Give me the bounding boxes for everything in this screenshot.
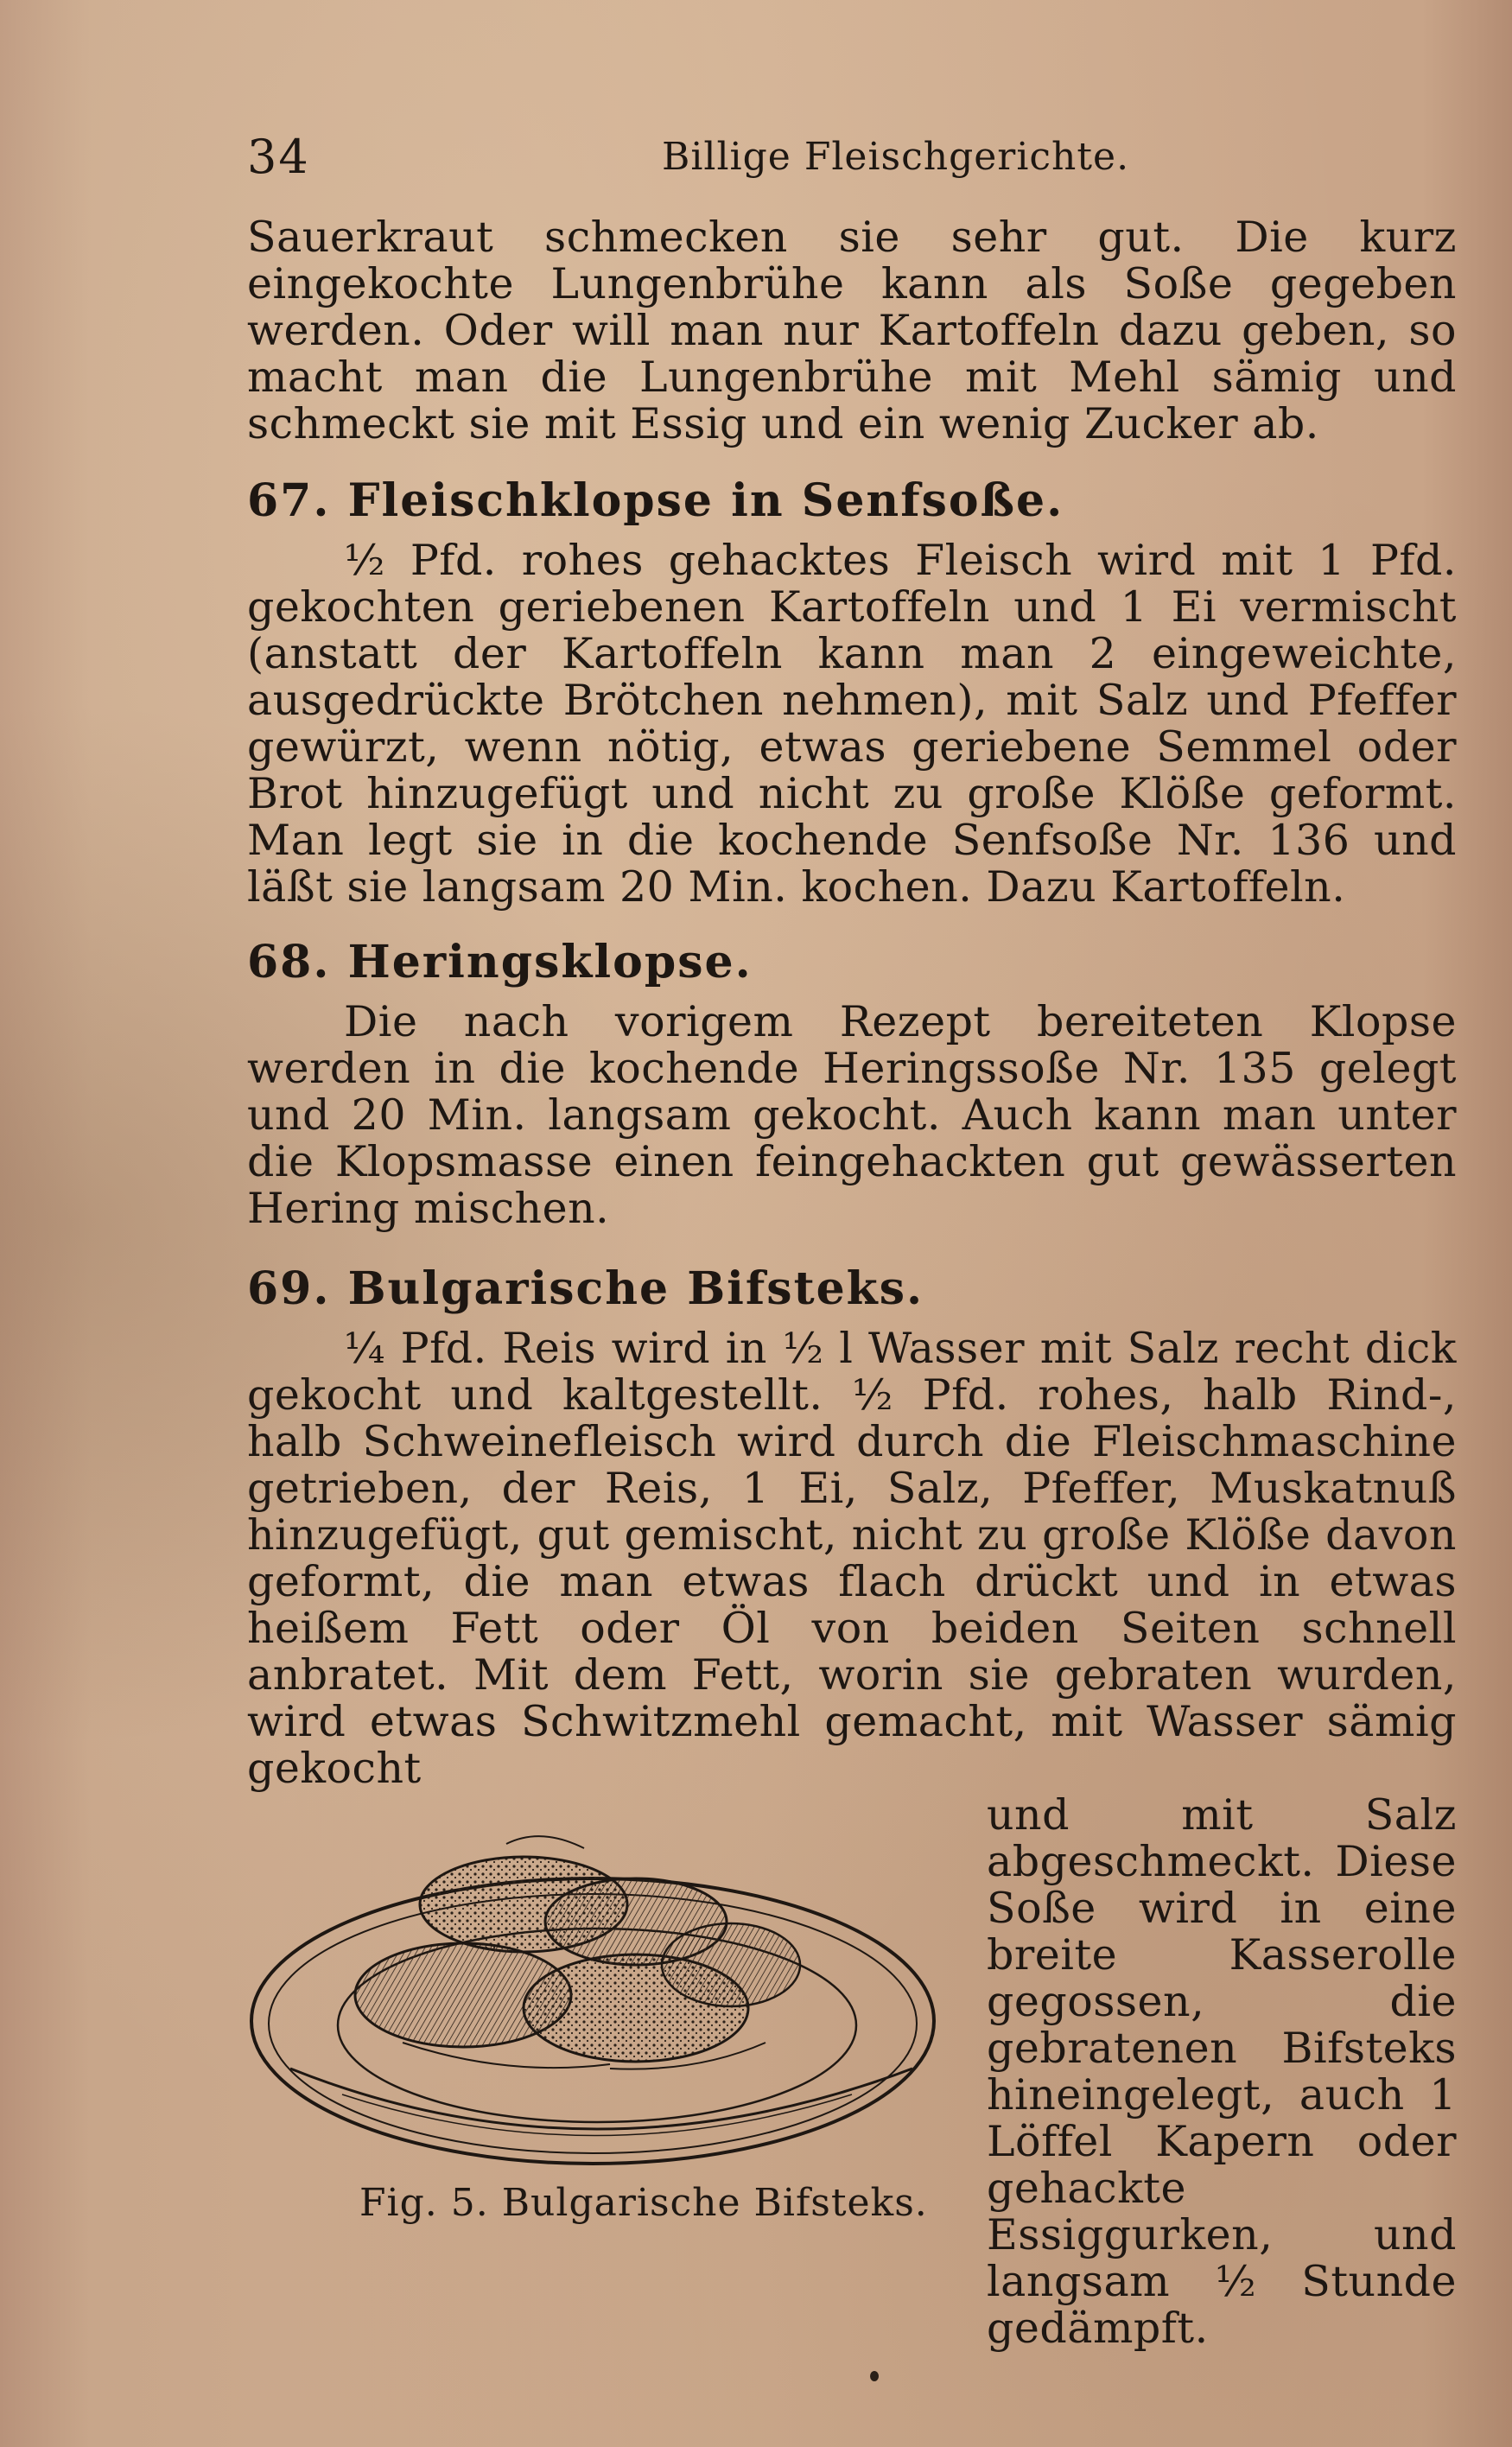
plate-of-steaks-illustration [247, 1809, 973, 2172]
intro-paragraph: Sauerkraut schmecken sie sehr gut. Die kurz eingekochte Lungenbrühe kann als Soße gegeben werden. Oder will man nur Kartoffeln dazu geben, so macht man die Lungenbrühe mit Mehl sämig und schmeckt sie mit Essig und ein wenig Zucker ab. [247, 213, 1457, 448]
figure-caption: Fig. 5. Bulgarische Bifsteks. [359, 2181, 928, 2225]
recipe-69-text-continued: und mit Salz abgeschmeckt. Diese Soße wird in eine breite Kasserolle gegossen, die gebratenen Bifsteks hineingelegt, auch 1 Löffel Kapern oder gehackte Essiggurken, und langsam ½ Stunde gedämpft. [987, 1790, 1457, 2353]
recipe-69-text: ¼ Pfd. Reis wird in ½ l Wasser mit Salz recht dick gekocht und kaltgestellt. ½ Pfd. rohes, halb Rind-, halb Schweinefleisch wird durch die Fleischmaschine getrieben, der Reis, 1 Ei, Salz, Pfeffer, Muskatnuß hinzugefügt, gut gemischt, nicht zu große Klöße davon geformt, die man etwas flach drückt und in etwas heißem Fett oder Öl von beiden Seiten schnell anbratet. Mit dem Fett, worin sie gebraten wurden, wird etwas Schwitzmehl gemacht, mit Wasser sämig gekocht [247, 1324, 1457, 1793]
figure [247, 1809, 973, 2172]
recipe-67-text: ½ Pfd. rohes gehacktes Fleisch wird mit 1 Pfd. gekochten geriebenen Kartoffeln und 1 Ei vermischt (anstatt der Kartoffeln kann man 2 eingeweichte, ausgedrückte Brötchen nehmen), mit Salz und Pfeffer gewürzt, wenn nötig, etwas geriebene Semmel oder Brot hinzugefügt und nicht zu große Klöße geformt. Man legt sie in die kochende Senfsoße Nr. 136 und läßt sie langsam 20 Min. kochen. Dazu Kartoffeln. [247, 536, 1457, 912]
recipe-68-text: Die nach vorigem Rezept bereiteten Klopse werden in die kochende Heringssoße Nr. 135 gelegt und 20 Min. langsam gekocht. Auch kann man unter die Klopsmasse einen feingehackten gut gewässerten Hering mischen. [247, 997, 1457, 1233]
page-body [247, 213, 1457, 2353]
running-head: Billige Fleischgerichte. [662, 135, 1130, 179]
recipe-69-title: 69. Bulgarische Bifsteks. [247, 1262, 924, 1315]
paper-speck [870, 2371, 879, 2381]
page-number: 34 [247, 130, 310, 184]
figure-block [247, 1790, 1457, 2353]
recipe-67-title: 67. Fleischklopse in Senfsoße. [247, 474, 1064, 527]
page-header [247, 130, 1457, 199]
recipe-68-title: 68. Heringsklopse. [247, 936, 753, 988]
recipe-69-text-continued-column [987, 1792, 1457, 2352]
